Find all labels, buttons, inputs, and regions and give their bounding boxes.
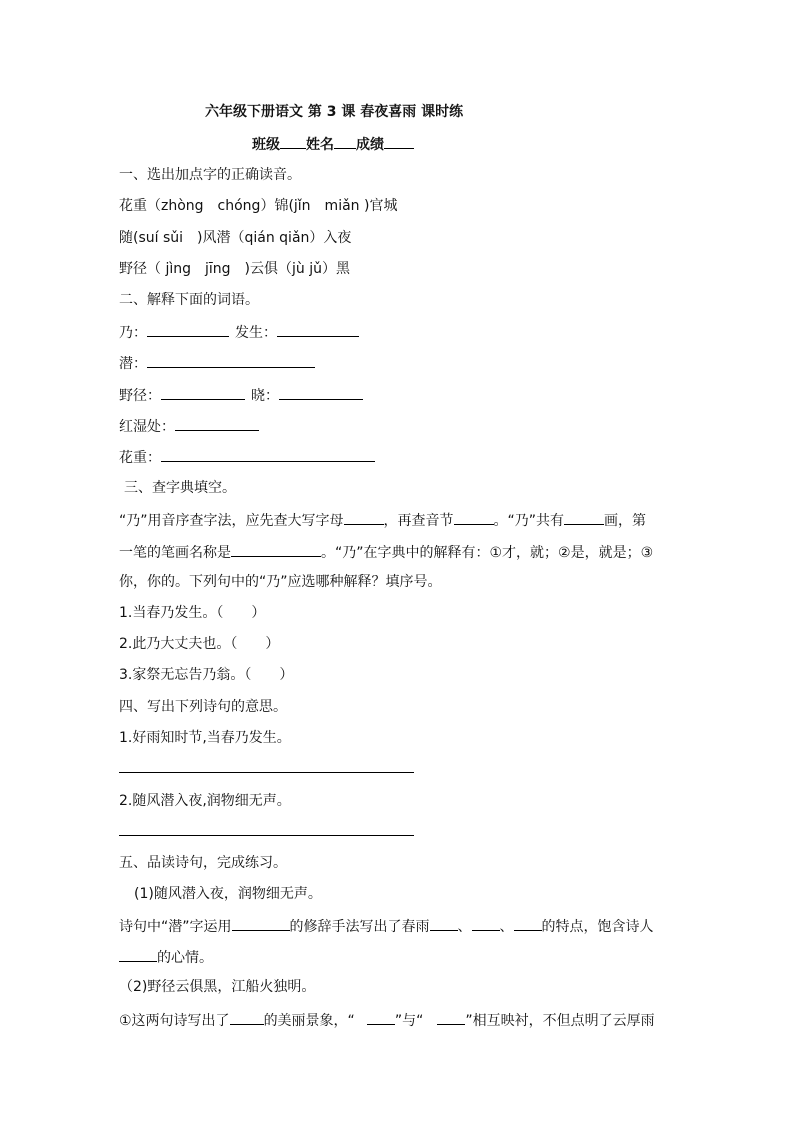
- word-row-1: [119, 322, 359, 342]
- para-text: ，再查音节: [383, 513, 454, 529]
- para-text: 的美丽景象，“: [263, 1013, 355, 1029]
- word-row-2: [119, 353, 315, 373]
- blank-scene[interactable]: [230, 1010, 264, 1025]
- word-row-5: [119, 447, 375, 467]
- word-blank-yejing[interactable]: [161, 385, 245, 400]
- word-label-nai: 乃：: [119, 325, 147, 341]
- word-blank-qian[interactable]: [147, 353, 315, 368]
- word-label-fasheng: 发生：: [235, 325, 277, 341]
- blank-stroke-count[interactable]: [564, 510, 604, 525]
- pinyin-question-2: 随(suí sǔi )风潜（qián qiǎn）入夜: [119, 230, 352, 246]
- score-label: 成绩: [356, 137, 384, 153]
- answer-line-2[interactable]: [119, 835, 414, 836]
- para-text: 、: [457, 919, 472, 935]
- section-2-heading: 二、解释下面的词语。: [119, 292, 259, 308]
- word-label-xiao: 晓：: [251, 388, 279, 404]
- word-label-yejing: 野径：: [119, 388, 161, 404]
- para-text: 诗句中“潜”字运用: [119, 919, 232, 935]
- meaning-question-2: 2.随风潜入夜,润物细无声。: [119, 793, 291, 809]
- para-text: 一笔的笔画名称是: [119, 545, 231, 561]
- blank-capital-letter[interactable]: [344, 510, 384, 525]
- para-text: ”与“: [394, 1013, 424, 1029]
- para-text: 。“乃”在字典中的解释有：①才，就；②是，就是；③: [321, 545, 654, 561]
- dictionary-para-line-1: [119, 510, 646, 530]
- poem-para-line-1: [119, 916, 654, 936]
- poem-question-2: （2)野径云俱黑，江船火独明。: [119, 979, 316, 995]
- para-text: 的修辞手法写出了春雨: [289, 919, 430, 935]
- dictionary-question-1: 1.当春乃发生。（ ）: [119, 605, 266, 621]
- poem-question-1: (1)随风潜入夜，润物细无声。: [134, 886, 322, 902]
- page-title: 六年级下册语文 第 3 课 春夜喜雨 课时练: [205, 104, 464, 120]
- word-blank-huazhong[interactable]: [161, 447, 375, 462]
- meaning-question-1: 1.好雨知时节,当春乃发生。: [119, 730, 291, 746]
- word-label-huazhong: 花重：: [119, 450, 161, 466]
- para-text: “乃”用音序查字法，应先查大写字母: [119, 513, 344, 529]
- para-text: 的特点，饱含诗人: [541, 919, 654, 935]
- name-blank[interactable]: [334, 134, 356, 149]
- poem-para-line-2: [119, 947, 213, 967]
- blank-poet-mood[interactable]: [119, 947, 157, 962]
- dictionary-para-line-2: [119, 542, 653, 562]
- para-text: 、: [499, 919, 514, 935]
- section-1-heading: 一、选出加点字的正确读音。: [119, 167, 301, 183]
- para-text: ①这两句诗写出了: [119, 1013, 230, 1029]
- blank-rhetoric[interactable]: [232, 916, 290, 931]
- pinyin-question-1: 花重（zhòng chóng）锦(jǐn miǎn )官城: [119, 198, 398, 214]
- para-text: ”相互映衬，不但点明了云厚雨: [465, 1013, 655, 1029]
- word-blank-xiao[interactable]: [279, 385, 363, 400]
- word-blank-fasheng[interactable]: [277, 322, 359, 337]
- score-blank[interactable]: [384, 134, 414, 149]
- student-info-line: [252, 134, 414, 154]
- poem-para-line-3: [119, 1010, 655, 1030]
- para-text: 。“乃”共有: [493, 513, 565, 529]
- para-text: 画，第: [604, 513, 647, 529]
- section-4-heading: 四、写出下列诗句的意思。: [119, 699, 287, 715]
- pinyin-question-3: 野径（ jìng jīng )云俱（jù jǔ）黑: [119, 261, 350, 277]
- dictionary-question-3: 3.家祭无忘告乃翁。（ ）: [119, 667, 294, 683]
- answer-line-1[interactable]: [119, 772, 414, 773]
- blank-contrast-1[interactable]: [367, 1010, 395, 1025]
- section-3-heading: 三、查字典填空。: [124, 480, 236, 496]
- dictionary-question-2: 2.此乃大丈夫也。（ ）: [119, 636, 280, 652]
- word-row-3: [119, 385, 363, 405]
- word-row-4: [119, 416, 259, 436]
- blank-trait-2[interactable]: [472, 916, 500, 931]
- blank-trait-1[interactable]: [430, 916, 458, 931]
- blank-first-stroke[interactable]: [231, 542, 321, 557]
- word-blank-nai[interactable]: [147, 322, 229, 337]
- word-label-qian: 潜：: [119, 356, 147, 372]
- dictionary-para-line-3: 你，你的。下列句中的“乃”应选哪种解释？填序号。: [119, 574, 442, 590]
- para-text: 的心情。: [157, 950, 213, 966]
- class-blank[interactable]: [280, 134, 306, 149]
- word-blank-hongshichu[interactable]: [175, 416, 259, 431]
- word-label-hongshichu: 红湿处：: [119, 419, 175, 435]
- section-5-heading: 五、品读诗句，完成练习。: [119, 855, 287, 871]
- blank-trait-3[interactable]: [514, 916, 542, 931]
- blank-contrast-2[interactable]: [437, 1010, 465, 1025]
- blank-syllable[interactable]: [454, 510, 494, 525]
- name-label: 姓名: [306, 137, 334, 153]
- class-label: 班级: [252, 137, 280, 153]
